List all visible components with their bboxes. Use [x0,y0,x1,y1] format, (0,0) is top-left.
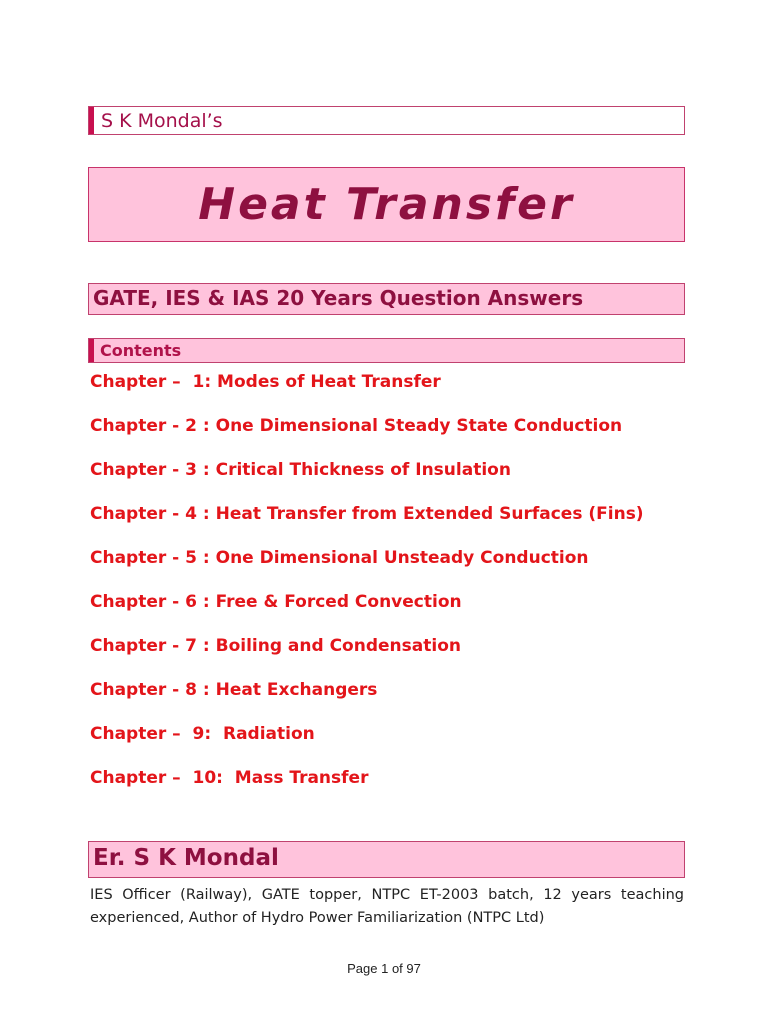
accent-bar [89,107,94,134]
document-subtitle: GATE, IES & IAS 20 Years Question Answers [93,286,584,310]
chapter-link-1[interactable]: Chapter – 1: Modes of Heat Transfer [90,372,441,392]
author-name-box [88,841,685,878]
page-number: Page 1 of 97 [347,961,421,976]
contents-heading: Contents [100,341,182,360]
chapter-list [90,370,690,810]
document-title: Heat Transfer [198,179,575,230]
author-label-box [88,106,685,135]
author-name: Er. S K Mondal [93,845,279,871]
chapter-link-6[interactable]: Chapter - 6 : Free & Forced Convection [90,592,462,612]
chapter-link-3[interactable]: Chapter - 3 : Critical Thickness of Insulation [90,460,511,480]
contents-heading-box [88,338,685,363]
chapter-link-5[interactable]: Chapter - 5 : One Dimensional Unsteady Conduction [90,548,589,568]
title-box [88,167,685,242]
accent-bar [89,339,94,362]
chapter-link-7[interactable]: Chapter - 7 : Boiling and Condensation [90,636,461,656]
chapter-link-2[interactable]: Chapter - 2 : One Dimensional Steady State Conduction [90,416,623,436]
author-label: S K Mondal’s [101,110,223,132]
chapter-link-8[interactable]: Chapter - 8 : Heat Exchangers [90,680,378,700]
chapter-link-10[interactable]: Chapter – 10: Mass Transfer [90,768,369,788]
chapter-link-4[interactable]: Chapter - 4 : Heat Transfer from Extended Surfaces (Fins) [90,504,644,524]
chapter-link-9[interactable]: Chapter – 9: Radiation [90,724,315,744]
author-bio: IES Officer (Railway), GATE topper, NTPC ET-2003 batch, 12 years teaching experienced, Author of Hydro Power Familiarization (NTPC Ltd) [90,887,684,926]
subtitle-box [88,283,685,315]
